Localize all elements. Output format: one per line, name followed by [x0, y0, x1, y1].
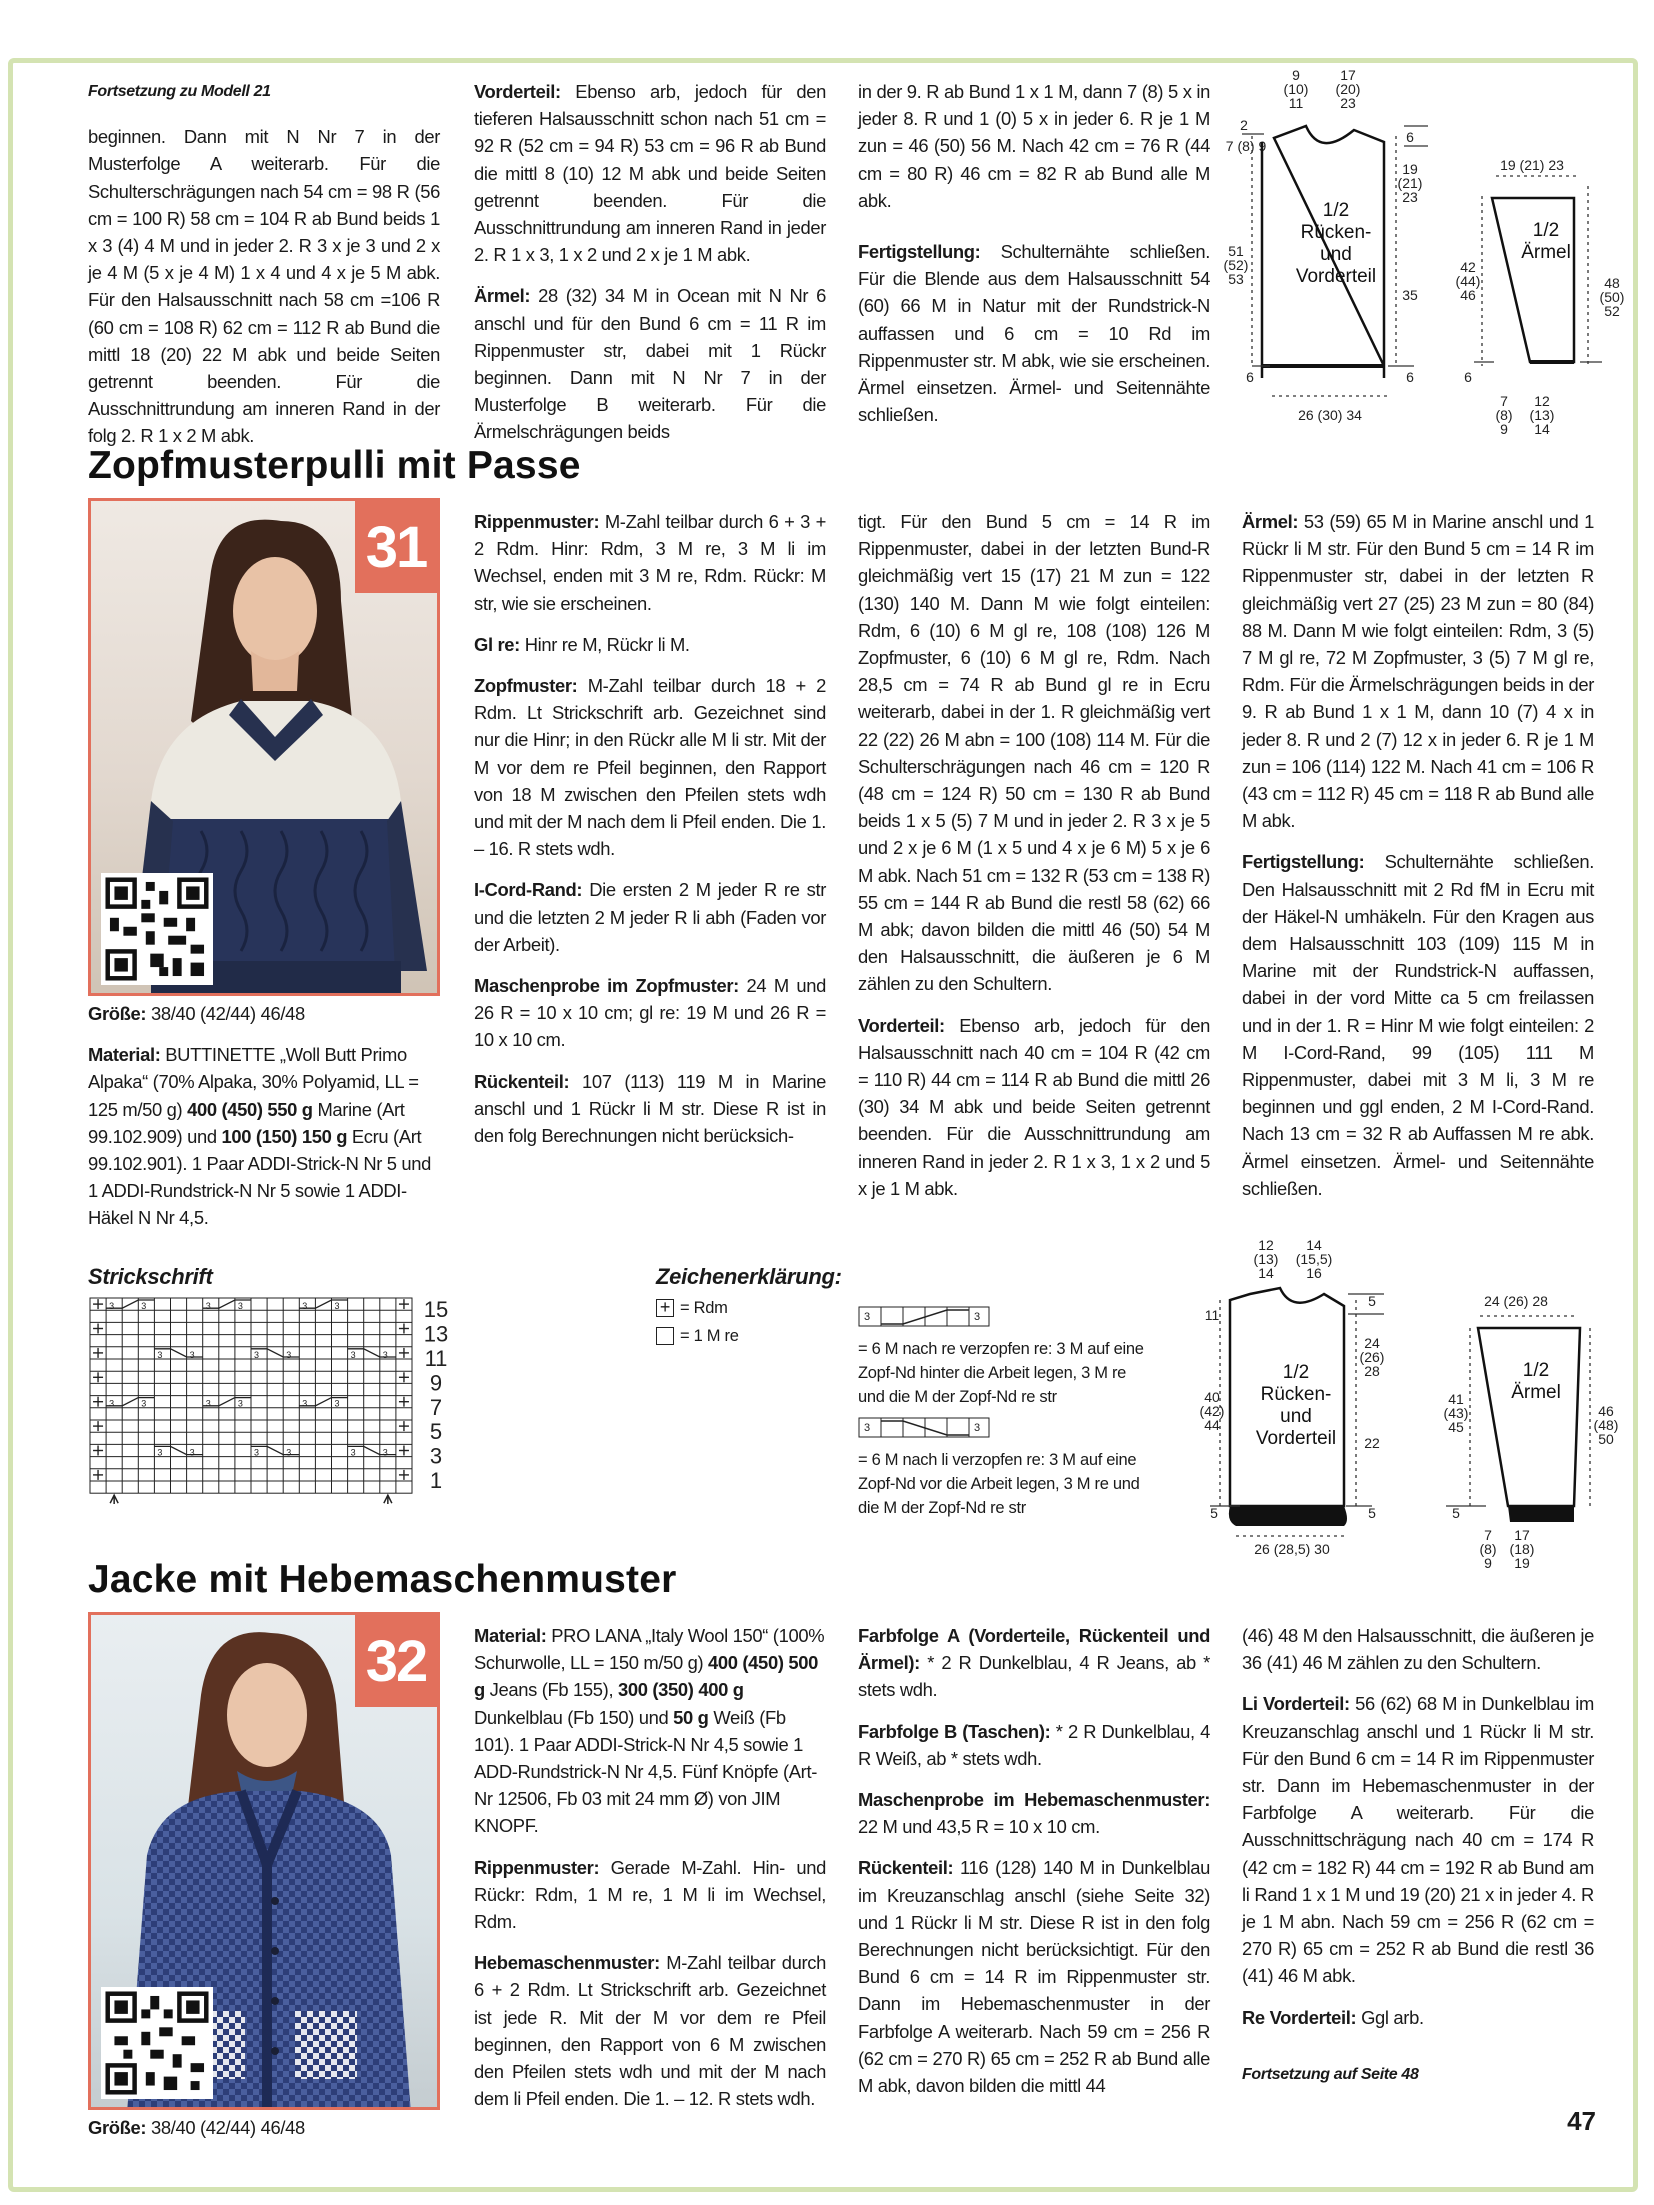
continuation-col-3 — [858, 78, 1210, 442]
svg-text:40: 40 — [1204, 1389, 1220, 1405]
svg-text:12: 12 — [1258, 1237, 1274, 1253]
svg-text:9: 9 — [1484, 1555, 1492, 1571]
svg-text:3: 3 — [864, 1311, 870, 1323]
svg-text:5: 5 — [1368, 1505, 1376, 1521]
svg-text:Ärmel: Ärmel — [1511, 1382, 1561, 1403]
cable-right-symbol — [858, 1306, 998, 1328]
svg-text:1/2: 1/2 — [1282, 1362, 1310, 1383]
svg-text:28: 28 — [1364, 1363, 1380, 1379]
continuation-label: Fortsetzung zu Modell 21 — [88, 83, 271, 100]
svg-text:7 (8) 9: 7 (8) 9 — [1225, 138, 1267, 154]
model32-col-4 — [1242, 1622, 1594, 2088]
continuation-text-1: beginnen. Dann mit N Nr 7 in der Musterfolge A weiterarb. Für die Schulterschrägungen nach 54 cm = 98 R (56 cm = 100 R) 58 cm = 104 R ab Bund beids 1 x 3 (4) 4 M und in jeder 2. R 3 x je 3 und 2 x je 4 M (5 x je 4 M) 1 x 4 und 4 x je 5 M abk. Für den Halsausschnitt nach 58 cm =106 R (60 cm = 108 R) 62 cm = 112 R ab Bund die mittl 18 (20) 22 M abk und beide Seiten getrennt beenden. Für die Ausschnittrundung am inneren Rand in der folg 2. R 1 x 2 M abk. — [88, 126, 440, 447]
svg-text:(8): (8) — [1495, 407, 1513, 423]
svg-text:Rücken-: Rücken- — [1300, 222, 1372, 243]
svg-text:48: 48 — [1604, 275, 1620, 291]
cable-count-label: 3 — [141, 1398, 147, 1409]
svg-text:(44): (44) — [1455, 273, 1481, 289]
vorderteil-lead: Vorderteil: — [474, 81, 561, 102]
aermel-cont-paragraph: in der 9. R ab Bund 1 x 1 M, dann 7 (8) 5 x in jeder 8. R und 1 (0) 5 x in jeder 6. R je 1 M zun = 46 (50) 56 M. Nach 42 cm = 76 R (44 cm = 80 R) 46 cm = 82 R ab Bund alle M abk. — [858, 81, 1210, 211]
svg-text:41: 41 — [1448, 1391, 1464, 1407]
legend-basic — [656, 1296, 816, 1348]
aermel-paragraph — [474, 282, 826, 445]
svg-text:(13): (13) — [1253, 1251, 1279, 1267]
svg-text:50: 50 — [1598, 1431, 1614, 1447]
svg-text:7: 7 — [1500, 393, 1508, 409]
svg-text:Vorderteil: Vorderteil — [1295, 266, 1377, 287]
maschenprobe-paragraph: Maschenprobe im Zopfmuster: 24 M und 26 R = 10 x 10 cm; gl re: 19 M und 26 R = 10 x 10 cm. — [474, 975, 826, 1051]
cable-count-label: 3 — [302, 1398, 308, 1409]
model31-vorderteil-paragraph: Vorderteil: Ebenso arb, jedoch für den Halsausschnitt nach 40 cm = 104 R (42 cm = 110 R) 44 cm = 114 R ab Bund die mittl 26 (30) 34 M abk und beide Seiten getrennt beenden. Für die Ausschnittrundung am inneren Rand in jeder 2. R 1 x 3, 1 x 2 und 5 x je 1 M abk. — [858, 1014, 1210, 1199]
svg-text:(18): (18) — [1509, 1541, 1535, 1557]
legend-mre-symbol — [656, 1327, 674, 1345]
cable-count-label: 3 — [237, 1301, 243, 1311]
i-cord-paragraph: I-Cord-Rand: Die ersten 2 M jeder R re str und die letzten 2 M jeder R li abh (Faden vor der Arbeit). — [474, 879, 826, 955]
model32-col-1 — [88, 2114, 440, 2155]
li-vorderteil: Li Vorderteil: 56 (62) 68 M in Dunkelblau im Kreuzanschlag anschl und 1 Rückr li M str. Für den Bund 6 cm = 14 R im Rippenmuster str. Dann im Hebemaschenmuster in der Farbfolge A weiterarb. Für die Ausschnittschrägung nach 40 cm = 174 R (42 cm = 182 R) 44 cm = 192 R ab Bund am li Rand 1 x 1 M und 19 (20) 21 x in jeder 4. R je 1 M abn. Nach 59 cm = 256 R (62 cm = 270 R) 65 cm = 252 R ab Bund die restl 36 (41) 46 M abk. — [1242, 1693, 1594, 1987]
cable-count-label: 3 — [350, 1447, 356, 1458]
svg-text:(21): (21) — [1397, 175, 1423, 191]
svg-text:17: 17 — [1340, 67, 1356, 83]
farbfolge-a: Farbfolge A (Vorderteile, Rückenteil und Ärmel): * 2 R Dunkelblau, 4 R Jeans, ab * stets wdh. — [858, 1625, 1210, 1701]
re-vorderteil: Re Vorderteil: Ggl arb. — [1242, 2006, 1424, 2028]
svg-text:3: 3 — [864, 1422, 870, 1434]
continuation-col-1 — [88, 78, 440, 464]
fertigstellung-lead: Fertigstellung: — [858, 241, 981, 263]
cable-count-label: 3 — [109, 1398, 115, 1409]
model31-photo — [88, 498, 440, 996]
cable-count-label: 3 — [334, 1398, 340, 1409]
svg-text:(26): (26) — [1359, 1349, 1385, 1365]
svg-text:14: 14 — [1258, 1265, 1274, 1281]
model31-qr-code[interactable] — [101, 873, 213, 985]
svg-text:5: 5 — [1452, 1505, 1460, 1521]
row-number-label: 11 — [424, 1346, 448, 1371]
model32-title: Jacke mit Hebemaschenmuster — [88, 1558, 677, 1601]
svg-text:16: 16 — [1306, 1265, 1322, 1281]
svg-text:12: 12 — [1534, 393, 1550, 409]
svg-text:(50): (50) — [1599, 289, 1625, 305]
strickschrift-chart — [88, 1294, 648, 1504]
svg-text:53: 53 — [1228, 271, 1244, 287]
svg-text:6: 6 — [1464, 369, 1472, 385]
svg-text:7: 7 — [1484, 1527, 1492, 1543]
model32-size: Größe: 38/40 (42/44) 46/48 — [88, 2117, 305, 2138]
fertigstellung-text: Schulternähte schließen. Für die Blende aus dem Halsausschnitt 54 (60) 66 M in Natur mit der Rundstrick-N auffassen und 6 cm = 10 Rd im Rippenmuster str. M abk, wie sie erscheinen. Ärmel einsetzen. Ärmel- und Seitennähte schließen. — [858, 241, 1210, 426]
cable-count-label: 3 — [205, 1301, 211, 1311]
svg-text:(20): (20) — [1335, 81, 1361, 97]
svg-text:14: 14 — [1306, 1237, 1322, 1253]
zopfmuster-paragraph: Zopfmuster: M-Zahl teilbar durch 18 + 2 Rdm. Lt Strickschrift arb. Gezeichnet sind nur die Hinr; in den Rückr alle M li str. Mit der M vor dem re Pfeil beginnen, den Rapport von 18 M zwischen den Pfeilen stets wdh und mit der M nach dem li Pfeil enden. Die 1. – 16. R stets wdh. — [474, 675, 826, 860]
vorderteil-paragraph — [474, 78, 826, 268]
continue-note: Fortsetzung auf Seite 48 — [1242, 2065, 1419, 2083]
rueckenteil-cont-paragraph: tigt. Für den Bund 5 cm = 14 R im Rippenmuster, dabei in der letzten Bund-R gleichmäßig vert 15 (17) 21 M zun = 122 (130) 140 M. Dann M wie folgt einteilen: Rdm, 6 (10) 6 M gl re, 108 (108) 126 M Zopfmuster, 6 (10) 6 M gl re, Rdm. Nach 28,5 cm = 74 R ab Bund gl re in Ecru weiterarb, dabei in der 1. R gleichmäßig vert 22 (22) 26 M abn = 100 (108) 114 M. Für die Schulterschrägungen nach 46 cm = 120 R (48 cm = 124 R) 50 cm = 130 R ab Bund beids 1 x 5 (5) 7 M und in jeder 2. R 3 x je 5 und 2 x je 6 M (1 x 5 und 4 x je 6 M) 5 x je 6 M abk. Nach 51 cm = 132 R (53 cm = 138 R) 55 cm = 144 R ab Bund die restl 58 (62) 66 M abk; davon bilden die mittl 46 (50) 54 M den Halsausschnitt, die äußeren je 6 M zählen zu den Schultern. — [858, 511, 1210, 995]
model31-title: Zopfmusterpulli mit Passe — [88, 444, 581, 487]
cable-count-label: 3 — [157, 1349, 163, 1360]
cable-count-label: 3 — [205, 1398, 211, 1409]
continuation-col-2 — [474, 78, 826, 460]
svg-text:44: 44 — [1204, 1417, 1220, 1433]
vorderteil-text: Ebenso arb, jedoch für den tieferen Halsausschnitt schon nach 51 cm = 92 R (52 cm = 94 R) 53 cm = 96 R ab Bund die mittl 8 (10) 12 M abk und beide Seiten getrennt beenden. Für die Ausschnittrundung am inneren Rand in jeder 2. R 1 x 3, 1 x 2 und 2 x je 1 M abk. — [474, 81, 826, 266]
svg-text:22: 22 — [1364, 1435, 1380, 1451]
model32-col-3 — [858, 1622, 1210, 2113]
model31-fertigstellung-paragraph: Fertigstellung: Schulternähte schließen. Den Halsausschnitt mit 2 Rd fM in Ecru mit der Häkel-N umhäkeln. Für den Kragen aus dem Halsausschnitt 103 (109) 115 M in Marine mit der Rundstrick-N auffassen, dabei in der vord Mitte ca 5 cm freilassen und in der 1. R = Hinr M wie folgt einteilen: 2 M I-Cord-Rand, 99 (105) 111 M Rippenmuster, dabei mit 3 M li, 3 M re beginnen und ggl enden, 2 M I-Cord-Rand. Nach 13 cm = 32 R ab Auffassen M re abk. Ärmel einsetzen. Ärmel- und Seitennähte schließen. — [1242, 851, 1594, 1199]
model32-number-badge: 32 — [355, 1615, 437, 1707]
svg-text:1/2: 1/2 — [1322, 200, 1350, 221]
cable-count-label: 3 — [237, 1398, 243, 1409]
svg-text:35: 35 — [1402, 287, 1418, 303]
model32-rueckenteil: Rückenteil: 116 (128) 140 M in Dunkelblau im Kreuzanschlag anschl (siehe Seite 32) und 1 Rückr li M str. Diese R ist in den folg Berechnungen nicht berücksichtigt. Für den Bund 6 cm = 14 R im Rippenmuster str. Dann im Hebemaschenmuster in der Farbfolge A weiterarb. Nach 59 cm = 256 R (62 cm = 270 R) 65 cm = 252 R ab Bund alle M abk, davon bilden die mittl 44 — [858, 1857, 1211, 2097]
model32-hebemaschenmuster: Hebemaschenmuster: M-Zahl teilbar durch 6 + 2 Rdm. Lt Strickschrift arb. Gezeichnet ist jede R. Mit der M vor dem re Pfeil beginnen, den Rapport von 6 M zwischen den Pfeilen stets wdh und mit der M nach dem li Pfeil enden. Die 1. – 12. R stets wdh. — [474, 1952, 826, 2110]
svg-text:42: 42 — [1460, 259, 1476, 275]
svg-text:und: und — [1320, 244, 1352, 265]
svg-text:23: 23 — [1402, 189, 1418, 205]
legend-cable-left-text: = 6 M nach li verzopfen re: 3 M auf eine Zopf-Nd vor die Arbeit legen, 3 M re und die M der Zopf-Nd re str — [858, 1451, 1140, 1517]
svg-text:(42): (42) — [1199, 1403, 1225, 1419]
legend-title: Zeichenerklärung: — [656, 1264, 842, 1289]
aermel-text: 28 (32) 34 M in Ocean mit N Nr 6 anschl und für den Bund 6 cm = 11 R im Rippenmuster str, dabei mit 1 Rückr beginnen. Dann mit N Nr 7 in der Musterfolge B weiterarb. Für die Ärmelschrägungen beids — [474, 285, 826, 443]
row-number-label: 3 — [429, 1443, 443, 1469]
model32-rueckenteil-cont: (46) 48 M den Halsausschnitt, die äußeren je 36 (41) 46 M zählen zu den Schultern. — [1242, 1625, 1594, 1674]
svg-text:(43): (43) — [1443, 1405, 1469, 1421]
model32-col-2 — [474, 1622, 826, 2126]
svg-text:2: 2 — [1240, 117, 1248, 133]
aermel-lead: Ärmel: — [474, 285, 531, 307]
svg-text:6: 6 — [1406, 369, 1414, 385]
model31-col-3 — [858, 508, 1210, 1216]
row-number-label: 15 — [423, 1297, 449, 1323]
svg-text:46: 46 — [1460, 287, 1476, 303]
strickschrift-title: Strickschrift — [88, 1264, 213, 1289]
svg-text:6: 6 — [1406, 129, 1414, 145]
fertigstellung-paragraph — [858, 238, 1210, 428]
farbfolge-b: Farbfolge B (Taschen): * 2 R Dunkelblau, 4 R Weiß, ab * stets wdh. — [858, 1720, 1211, 1769]
cable-count-label: 3 — [382, 1349, 388, 1360]
gl-re-paragraph: Gl re: Hinr re M, Rückr li M. — [474, 633, 690, 655]
svg-text:Rücken-: Rücken- — [1260, 1384, 1332, 1405]
rueckenteil-paragraph: Rückenteil: 107 (113) 119 M in Marine anschl und 1 Rückr li M str. Diese R ist in den folg Berechnungen nicht berücksich- — [474, 1070, 826, 1147]
cable-left-symbol — [858, 1417, 998, 1439]
svg-text:1/2: 1/2 — [1522, 1360, 1550, 1381]
model32-photo — [88, 1612, 440, 2110]
svg-text:(15,5): (15,5) — [1295, 1251, 1333, 1267]
model31-number-badge: 31 — [355, 501, 437, 593]
svg-text:26 (30) 34: 26 (30) 34 — [1298, 407, 1362, 423]
svg-text:6: 6 — [1246, 369, 1254, 385]
rippenmuster-paragraph: Rippenmuster: M-Zahl teilbar durch 6 + 3 + 2 Rdm. Hinr: Rdm, 3 M re, 3 M li im Wechsel, enden mit 3 M re, Rdm. Rückr: M str, wie sie erscheinen. — [474, 511, 826, 614]
cable-count-label: 3 — [286, 1349, 292, 1360]
svg-text:(13): (13) — [1529, 407, 1555, 423]
schematic-diagram-model21 — [1224, 66, 1634, 446]
svg-text:52: 52 — [1604, 303, 1620, 319]
legend-cables — [858, 1306, 1148, 1520]
svg-text:Ärmel: Ärmel — [1521, 242, 1571, 263]
svg-text:und: und — [1280, 1406, 1312, 1427]
model31-aermel-paragraph: Ärmel: 53 (59) 65 M in Marine anschl und 1 Rückr li M str. Für den Bund 5 cm = 14 R im Rippenmuster str, dabei in der letzten R gleichmäßig vert 27 (25) 23 M zun = 80 (84) 88 M. Dann M wie folgt einteilen: Rdm, 3 (5) 7 M gl re, 72 M Zopfmuster, 3 (5) 7 M gl re, Rdm. Für die Ärmelschrägungen beids in der 9. R ab Bund 1 x 1 M, dann 10 (7) 4 x in jeder 8. R und 2 (7) 12 x in jeder 6. R je 1 M zun = 106 (114) 122 M. Nach 41 cm = 106 R (43 cm = 112 R) 45 cm = 118 R ab Bund alle M abk. — [1242, 511, 1594, 832]
model31-col-1 — [88, 1000, 440, 1246]
svg-text:(10): (10) — [1283, 81, 1309, 97]
svg-text:14: 14 — [1534, 421, 1550, 437]
model32-maschenprobe: Maschenprobe im Hebemaschenmuster: 22 M und 43,5 R = 10 x 10 cm. — [858, 1789, 1210, 1838]
svg-text:46: 46 — [1598, 1403, 1614, 1419]
model31-size: Größe: 38/40 (42/44) 46/48 — [88, 1003, 305, 1024]
cable-count-label: 3 — [157, 1447, 163, 1458]
svg-text:24: 24 — [1364, 1335, 1380, 1351]
cable-count-label: 3 — [382, 1447, 388, 1458]
legend-rdm: + = Rdm — [656, 1296, 816, 1320]
cable-count-label: 3 — [189, 1349, 195, 1360]
legend-cable-right-text: = 6 M nach re verzopfen re: 3 M auf eine Zopf-Nd hinter die Arbeit legen, 3 M re und die M der Zopf-Nd re str — [858, 1340, 1144, 1406]
model32-rippenmuster: Rippenmuster: Gerade M-Zahl. Hin- und Rückr: Rdm, 1 M re, 1 M li im Wechsel, Rdm. — [474, 1856, 827, 1933]
cable-count-label: 3 — [189, 1447, 195, 1458]
svg-text:9: 9 — [1500, 421, 1508, 437]
model32-qr-code[interactable] — [101, 1987, 213, 2099]
row-number-label: 1 — [429, 1468, 443, 1493]
legend-rdm-symbol: + — [656, 1299, 674, 1317]
svg-text:19: 19 — [1402, 161, 1418, 177]
cable-count-label: 3 — [254, 1447, 260, 1458]
row-number-label: 13 — [423, 1321, 449, 1347]
svg-text:24 (26) 28: 24 (26) 28 — [1484, 1293, 1548, 1309]
model32-material: Material: PRO LANA „Italy Wool 150“ (100% Schurwolle, LL = 150 m/50 g) 400 (450) 500 g Jeans (Fb 155), 300 (350) 400 g Dunkelblau (Fb 150) und 50 g Weiß (Fb 101). 1 Paar ADDI-Strick-N Nr 4,5 sowie 1 ADD-Rundstrick-N Nr 4,5. Fünf Knöpfe (Art-Nr 12506, Fb 03 mit 24 mm Ø) von JIM KNOPF. — [474, 1625, 825, 1837]
model31-col-4 — [1242, 508, 1594, 1216]
model31-material: Material: BUTTINETTE „Woll Butt Primo Alpaka“ (70% Alpaka, 30% Polyamid, LL = 125 m/50 g) 400 (450) 550 g Marine (Art 99.102.909) und 100 (150) 150 g Ecru (Art 99.102.901). 1 Paar ADDI-Strick-N Nr 5 und 1 ADDI-Rundstrick-N Nr 5 sowie 1 ADDI-Häkel N Nr 4,5. — [88, 1044, 432, 1229]
cable-count-label: 3 — [141, 1301, 147, 1311]
svg-text:17: 17 — [1514, 1527, 1530, 1543]
cable-count-label: 3 — [350, 1349, 356, 1360]
cable-count-label: 3 — [286, 1447, 292, 1458]
cable-count-label: 3 — [302, 1301, 308, 1311]
svg-text:45: 45 — [1448, 1419, 1464, 1435]
svg-text:19: 19 — [1514, 1555, 1530, 1571]
svg-text:5: 5 — [1210, 1505, 1218, 1521]
svg-text:3: 3 — [974, 1311, 980, 1323]
legend-mre: = 1 M re — [656, 1324, 816, 1348]
svg-text:(52): (52) — [1224, 257, 1249, 273]
schematic-diagram-model31 — [1196, 1236, 1626, 1576]
svg-text:(8): (8) — [1479, 1541, 1497, 1557]
svg-text:5: 5 — [1368, 1293, 1376, 1309]
svg-text:11: 11 — [1288, 95, 1304, 111]
qr-code-icon — [101, 1987, 213, 2099]
svg-text:26 (28,5) 30: 26 (28,5) 30 — [1254, 1541, 1330, 1557]
svg-text:3: 3 — [974, 1422, 980, 1434]
svg-text:51: 51 — [1228, 243, 1244, 259]
svg-text:19 (21) 23: 19 (21) 23 — [1500, 157, 1564, 173]
svg-text:11: 11 — [1204, 1307, 1220, 1323]
page-number: 47 — [1567, 2106, 1596, 2136]
qr-code-icon — [101, 873, 213, 985]
row-number-label: 9 — [429, 1370, 443, 1396]
row-number-label: 5 — [429, 1419, 443, 1445]
svg-text:9: 9 — [1292, 67, 1300, 83]
cable-count-label: 3 — [334, 1301, 340, 1311]
svg-text:Vorderteil: Vorderteil — [1255, 1428, 1337, 1449]
svg-text:1/2: 1/2 — [1532, 220, 1560, 241]
model31-col-2 — [474, 508, 826, 1163]
svg-text:(48): (48) — [1593, 1417, 1619, 1433]
row-number-label: 7 — [429, 1394, 443, 1420]
cable-count-label: 3 — [254, 1349, 260, 1360]
svg-text:23: 23 — [1340, 95, 1356, 111]
cable-count-label: 3 — [109, 1301, 115, 1311]
